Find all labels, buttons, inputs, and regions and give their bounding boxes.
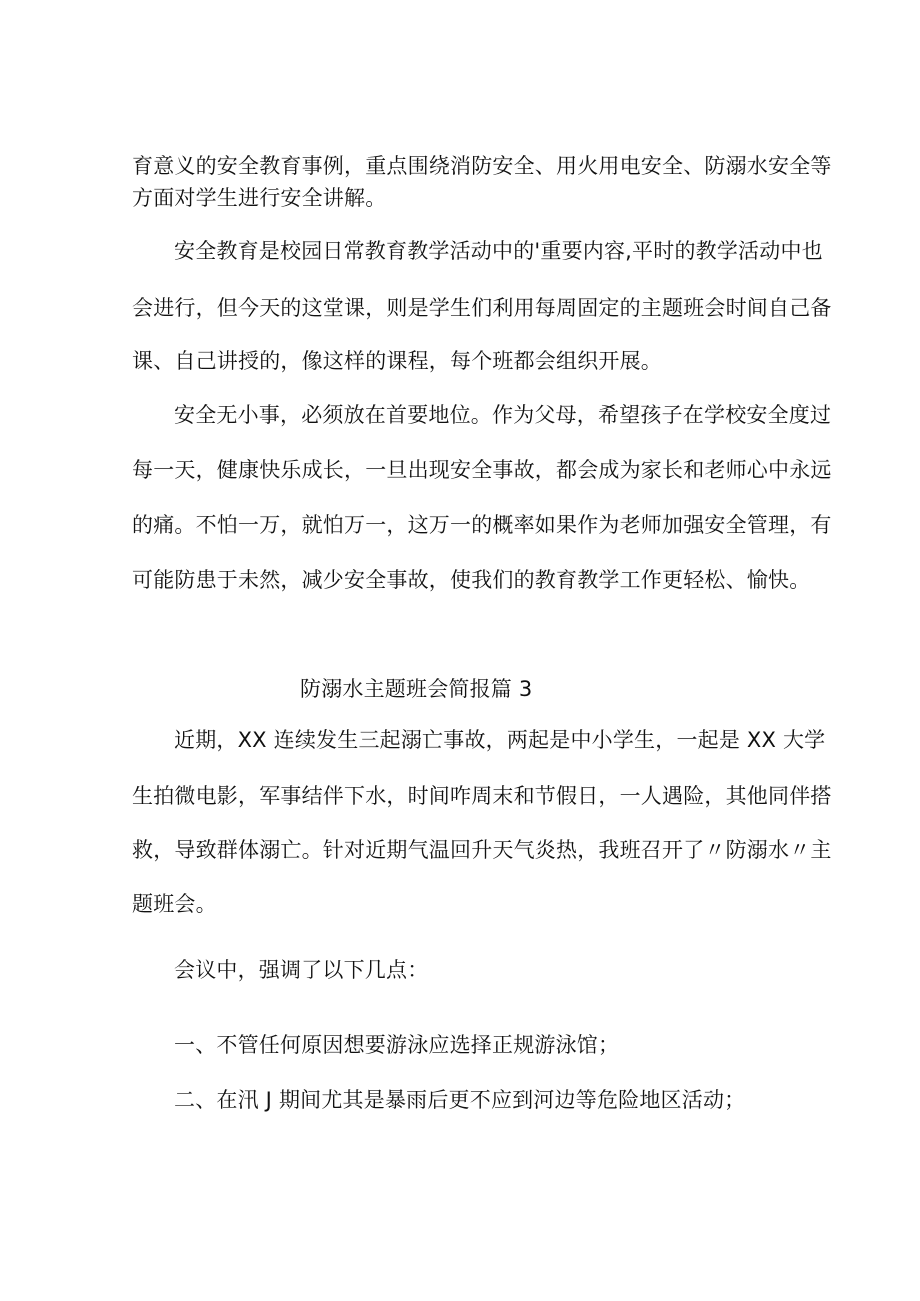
paragraph-3-line-3: 的痛。不怕一万，就怕万一，这万一的概率如果作为老师加强安全管理，有: [132, 513, 832, 537]
paragraph-1-line-1: 育意义的安全教育事例，重点围绕消防安全、用火用电安全、防溺水安全等: [132, 154, 832, 178]
paragraph-3-line-2: 每一天，健康快乐成长，一旦出现安全事故，都会成为家长和老师心中永远: [132, 458, 832, 482]
paragraph-2-line-3: 课、自己讲授的，像这样的课程，每个班都会组织开展。: [132, 349, 662, 373]
section-paragraph-2: 会议中，强调了以下几点：: [174, 958, 429, 982]
section-title: 防溺水主题班会简报篇 3: [300, 677, 533, 701]
paragraph-2-line-2: 会进行，但今天的这堂课，则是学生们利用每周固定的主题班会时间自己备: [132, 296, 832, 320]
paragraph-3-line-1: 安全无小事，必须放在首要地位。作为父母，希望孩子在学校安全度过: [174, 403, 832, 427]
section-paragraph-1-line-3: 救，导致群体溺亡。针对近期气温回升天气炎热，我班召开了〃防溺水〃主: [132, 838, 832, 862]
paragraph-1-line-2: 方面对学生进行安全讲解。: [132, 186, 387, 210]
paragraph-2-line-1: 安全教育是校园日常教育教学活动中的'重要内容,平时的教学活动中也: [174, 239, 823, 263]
paragraph-3-line-4: 可能防患于未然，减少安全事故，使我们的教育教学工作更轻松、愉快。: [132, 568, 811, 592]
list-item-1: 一、不管任何原因想要游泳应选择正规游泳馆；: [174, 1033, 620, 1057]
section-paragraph-1-line-1: 近期，XX 连续发生三起溺亡事故，两起是中小学生，一起是 XX 大学: [174, 728, 826, 752]
section-paragraph-1-line-4: 题班会。: [132, 892, 217, 916]
section-paragraph-1-line-2: 生拍微电影，军事结伴下水，时间咋周末和节假日，一人遇险，其他同伴搭: [132, 784, 832, 808]
list-item-2: 二、在汛 J 期间尤其是暴雨后更不应到河边等危险地区活动；: [174, 1088, 746, 1112]
